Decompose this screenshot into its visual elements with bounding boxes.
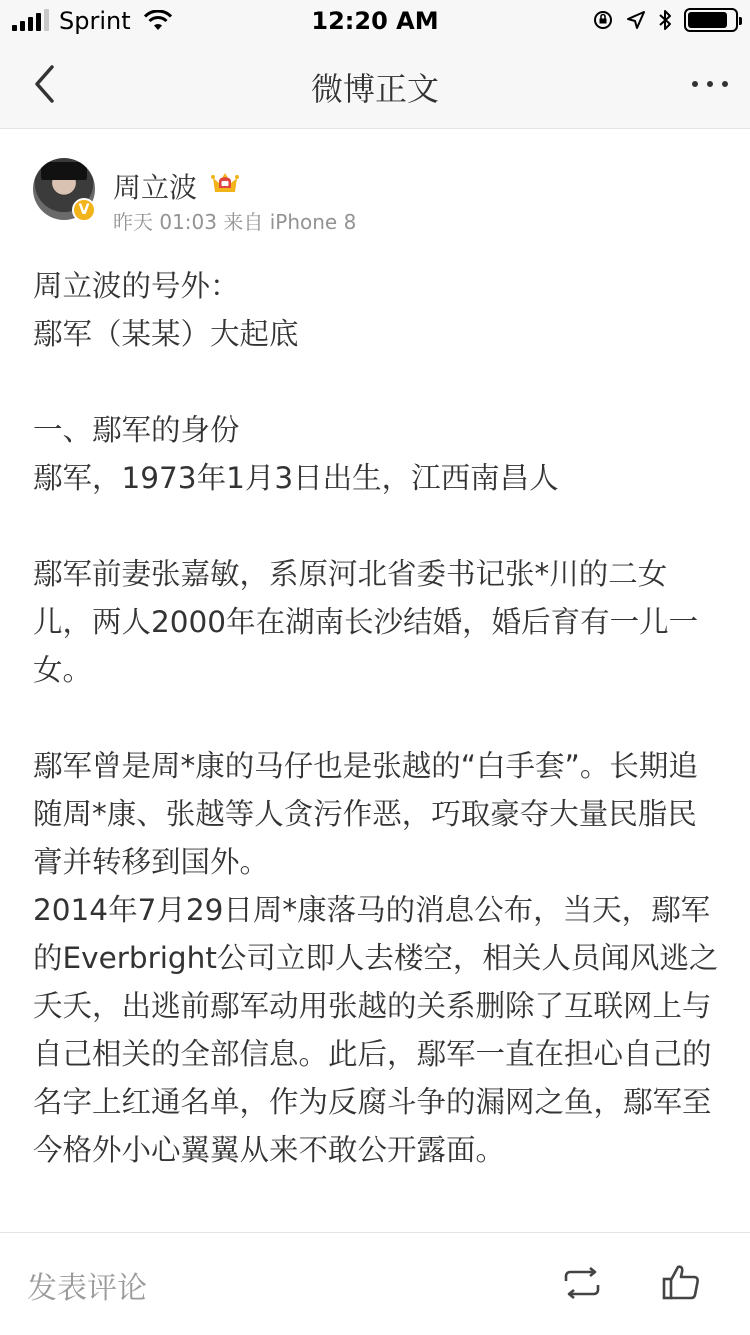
- location-icon: [626, 10, 646, 30]
- avatar-hat: [41, 162, 87, 180]
- more-dot: [722, 81, 728, 87]
- post-meta: 昨天 01:03 来自 iPhone 8: [113, 210, 357, 234]
- post-paragraph: 鄢军（某某）大起底: [33, 317, 299, 351]
- like-button[interactable]: [658, 1259, 704, 1305]
- thumbs-up-icon: [662, 1263, 700, 1301]
- paragraph-spacer: [33, 358, 723, 406]
- post-paragraph: 鄢军前妻张嘉敏，系原河北省委书记张*川的二女儿，两人2000年在湖南长沙结婚，婚后育有一儿一女。: [33, 557, 699, 687]
- post-content: [33, 262, 723, 1174]
- post-paragraph: 一、鄢军的身份: [33, 413, 240, 447]
- status-bar: [0, 0, 750, 40]
- comment-button[interactable]: 发表评论: [27, 1271, 147, 1306]
- bottom-toolbar: [0, 1232, 750, 1335]
- post-paragraph: 鄢军曾是周*康的马仔也是张越的“白手套”。长期追随周*康、张越等人贪污作恶，巧取豪夺大量民脂民膏并转移到国外。: [33, 749, 698, 879]
- page-title: 微博正文: [310, 70, 439, 108]
- battery-icon: [684, 8, 738, 32]
- post-paragraph: 鄢军，1973年1月3日出生，江西南昌人: [33, 461, 559, 495]
- status-icons: [592, 6, 738, 34]
- repost-icon: [562, 1267, 602, 1299]
- battery-level: [688, 12, 727, 28]
- post-paragraph: 2014年7月29日周*康落马的消息公布，当天，鄢军的Everbright公司立即人去楼空，相关人员闻风逃之夭夭，出逃前鄢军动用张越的关系删除了互联网上与自己相关的全部信息。此后，鄢军一直在担心自己的名字上红通名单，作为反腐斗争的漏网之鱼，鄢军至今格外小心翼翼从来不敢公开露面。: [33, 893, 719, 1167]
- paragraph-spacer: [33, 502, 723, 550]
- crown-icon[interactable]: [210, 168, 240, 196]
- more-dot: [707, 81, 713, 87]
- orientation-lock-icon: [592, 9, 614, 31]
- navigation-bar: [0, 40, 750, 129]
- more-button[interactable]: [692, 70, 728, 98]
- paragraph-spacer: [33, 694, 723, 742]
- more-dot: [692, 81, 698, 87]
- bluetooth-icon: [658, 8, 672, 32]
- carrier-name: Sprint: [59, 7, 131, 35]
- clock: 12:20 AM: [311, 7, 439, 35]
- post-paragraph: 周立波的号外：: [33, 269, 240, 303]
- repost-button[interactable]: [560, 1261, 604, 1305]
- author-name[interactable]: 周立波: [113, 171, 198, 204]
- post-header: [0, 128, 750, 238]
- verified-badge: V: [72, 198, 96, 222]
